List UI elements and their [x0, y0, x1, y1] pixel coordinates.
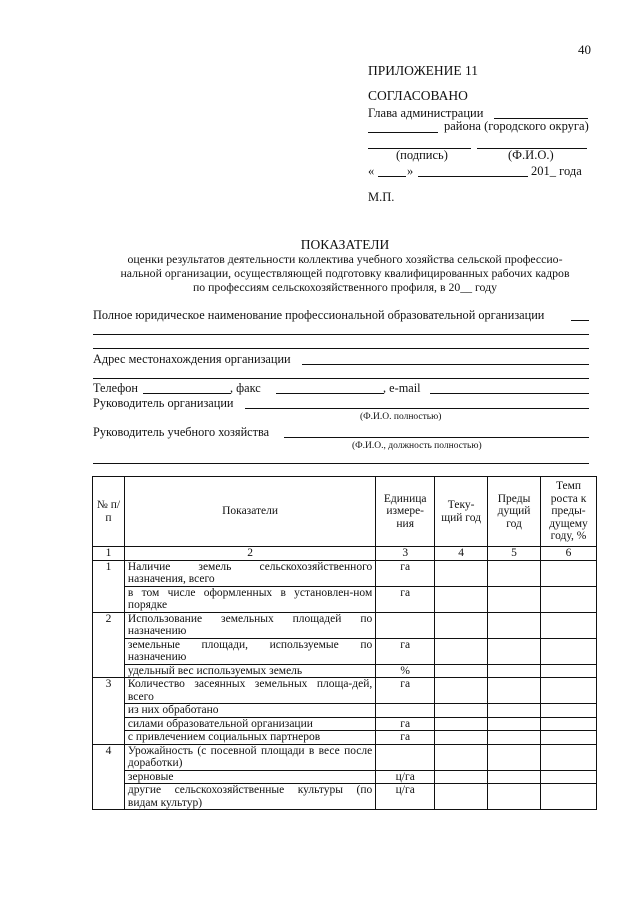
row-indicator: другие сельскохозяйственные культуры (по видам культур) [124, 784, 375, 810]
stamp-label: М.П. [368, 190, 395, 204]
cell-current[interactable] [435, 717, 488, 731]
farm-head-hint: (Ф.И.О., должность полностью) [352, 441, 482, 451]
fio-hint: (Ф.И.О.) [508, 148, 554, 162]
document-heading: ПОКАЗАТЕЛИ [300, 237, 390, 252]
col-number: 3 [376, 547, 435, 561]
district-name-line [368, 132, 438, 133]
col-number: 2 [124, 547, 375, 561]
col-number: 6 [541, 547, 597, 561]
page-number: 40 [578, 42, 591, 57]
row-indicator: силами образовательной организации [124, 717, 375, 731]
cell-previous[interactable] [488, 744, 541, 770]
full-name-line-2[interactable] [93, 334, 589, 335]
address-line-1[interactable] [302, 364, 589, 365]
row-indicator: из них обработано [124, 704, 375, 718]
table-header-row [93, 477, 597, 547]
row-number: 2 [93, 612, 125, 678]
fax-label: , факс [230, 381, 261, 395]
district-label: района (городского округа) [444, 119, 589, 133]
full-name-label: Полное юридическое наименование профессиональной образовательной организации [93, 308, 545, 322]
agreed-label: СОГЛАСОВАНО [368, 88, 468, 103]
row-indicator: Урожайность (с посевной площади в весе после доработки) [124, 744, 375, 770]
table-row [93, 744, 597, 770]
table-row [93, 612, 597, 638]
row-unit: ц/га [376, 770, 435, 784]
row-indicator: зерновые [124, 770, 375, 784]
row-indicator: Количество засеянных земельных площа-дей, всего [124, 678, 375, 704]
cell-growth[interactable] [541, 586, 597, 612]
cell-growth[interactable] [541, 731, 597, 745]
fax-input-line[interactable] [276, 393, 384, 394]
row-unit: га [376, 638, 435, 664]
appendix-label: ПРИЛОЖЕНИЕ 11 [368, 63, 479, 78]
cell-previous[interactable] [488, 704, 541, 718]
header-num: № п/п [93, 477, 125, 547]
cell-current[interactable] [435, 612, 488, 638]
title-line-2: нальной организации, осуществляющей подготовку квалифицированных рабочих кадров [120, 266, 570, 280]
cell-growth[interactable] [541, 717, 597, 731]
cell-previous[interactable] [488, 586, 541, 612]
table-row [93, 784, 597, 810]
row-indicator: земельные площади, используемые по назначению [124, 638, 375, 664]
header-unit: Единица измере-ния [376, 477, 435, 547]
address-line-2[interactable] [93, 378, 589, 379]
cell-growth[interactable] [541, 612, 597, 638]
cell-previous[interactable] [488, 784, 541, 810]
col-number: 1 [93, 547, 125, 561]
director-input-line[interactable] [245, 408, 589, 409]
col-number: 4 [435, 547, 488, 561]
header-growth-rate: Темп роста к преды-дущему году, % [541, 477, 597, 547]
header-indicator: Показатели [124, 477, 375, 547]
table-row [93, 704, 597, 718]
row-indicator: удельный вес используемых земель [124, 664, 375, 678]
cell-growth[interactable] [541, 560, 597, 586]
table-row [93, 586, 597, 612]
cell-current[interactable] [435, 586, 488, 612]
row-number: 1 [93, 560, 125, 612]
cell-previous[interactable] [488, 678, 541, 704]
row-unit: % [376, 664, 435, 678]
full-name-line-3[interactable] [93, 348, 589, 349]
head-admin-label: Глава администрации [368, 106, 484, 120]
cell-previous[interactable] [488, 560, 541, 586]
cell-growth[interactable] [541, 638, 597, 664]
table-row [93, 560, 597, 586]
cell-previous[interactable] [488, 664, 541, 678]
row-indicator: в том числе оформленных в установлен-ном порядке [124, 586, 375, 612]
date-open-quote: « [368, 164, 375, 178]
cell-current[interactable] [435, 560, 488, 586]
row-number: 4 [93, 744, 125, 810]
date-year: 201_ года [531, 164, 582, 178]
date-close-quote: » [407, 164, 414, 178]
cell-current[interactable] [435, 664, 488, 678]
director-label: Руководитель организации [93, 396, 234, 410]
table-row [93, 717, 597, 731]
row-indicator: с привлечением социальных партнеров [124, 731, 375, 745]
row-unit [376, 704, 435, 718]
cell-growth[interactable] [541, 744, 597, 770]
column-number-row [93, 547, 597, 561]
row-unit [376, 744, 435, 770]
table-row [93, 638, 597, 664]
header-previous-year: Преды дущий год [488, 477, 541, 547]
cell-current[interactable] [435, 770, 488, 784]
full-name-line-1[interactable] [571, 320, 589, 321]
phone-label: Телефон [93, 381, 138, 395]
row-indicator: Наличие земель сельскохозяйственного назначения, всего [124, 560, 375, 586]
cell-previous[interactable] [488, 770, 541, 784]
phone-input-line[interactable] [143, 393, 231, 394]
row-unit: га [376, 560, 435, 586]
indicators-table [92, 476, 597, 810]
col-number: 5 [488, 547, 541, 561]
row-unit: га [376, 678, 435, 704]
cell-growth[interactable] [541, 770, 597, 784]
row-unit: га [376, 717, 435, 731]
cell-previous[interactable] [488, 612, 541, 638]
cell-growth[interactable] [541, 664, 597, 678]
date-day-line [378, 176, 406, 177]
director-hint: (Ф.И.О. полностью) [360, 412, 442, 422]
cell-previous[interactable] [488, 638, 541, 664]
signature-hint: (подпись) [396, 148, 448, 162]
farm-head-input-line-2[interactable] [93, 463, 589, 464]
row-unit: га [376, 731, 435, 745]
row-unit: ц/га [376, 784, 435, 810]
email-input-line[interactable] [430, 393, 589, 394]
table-row [93, 770, 597, 784]
email-label: , e-mail [383, 381, 421, 395]
cell-growth[interactable] [541, 704, 597, 718]
farm-head-input-line[interactable] [284, 437, 589, 438]
cell-current[interactable] [435, 744, 488, 770]
cell-current[interactable] [435, 731, 488, 745]
cell-growth[interactable] [541, 678, 597, 704]
row-unit: га [376, 586, 435, 612]
row-unit [376, 612, 435, 638]
table-row [93, 664, 597, 678]
cell-previous[interactable] [488, 731, 541, 745]
header-current-year: Теку-щий год [435, 477, 488, 547]
title-line-3: по профессиям сельскохозяйственного профиля, в 20__ году [192, 280, 498, 294]
table-row [93, 678, 597, 704]
cell-current[interactable] [435, 784, 488, 810]
cell-current[interactable] [435, 704, 488, 718]
cell-previous[interactable] [488, 717, 541, 731]
cell-growth[interactable] [541, 784, 597, 810]
table-row [93, 731, 597, 745]
row-number: 3 [93, 678, 125, 745]
cell-current[interactable] [435, 638, 488, 664]
cell-current[interactable] [435, 678, 488, 704]
date-month-line [418, 176, 528, 177]
address-label: Адрес местонахождения организации [93, 352, 291, 366]
farm-head-label: Руководитель учебного хозяйства [93, 425, 270, 439]
row-indicator: Использование земельных площадей по назначению [124, 612, 375, 638]
title-line-1: оценки результатов деятельности коллектива учебного хозяйства сельской профессио- [127, 252, 563, 266]
